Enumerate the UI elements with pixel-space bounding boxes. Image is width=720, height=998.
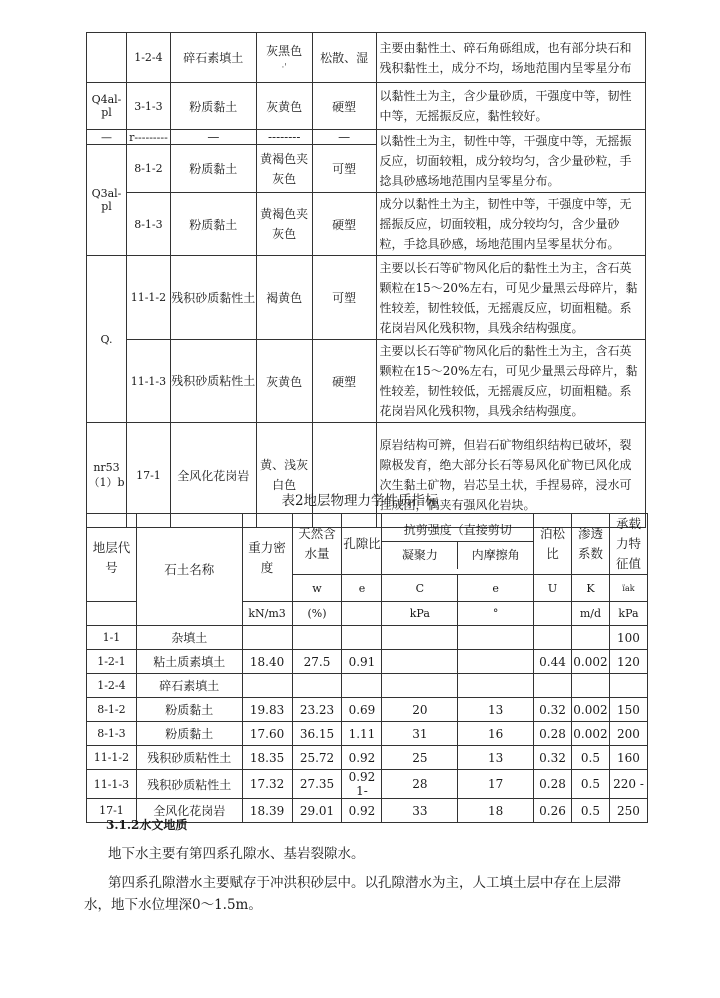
cell-name: 粘土质素填土 — [136, 650, 242, 674]
cell-c — [382, 650, 458, 674]
cell-c: 33 — [382, 799, 458, 823]
color-cell: 灰黄色 — [256, 340, 312, 423]
cell-c — [382, 626, 458, 650]
cell-density: 19.83 — [242, 698, 292, 722]
sym-k: K — [571, 575, 609, 602]
cell-e — [342, 626, 382, 650]
cell-c: 28 — [382, 770, 458, 799]
cell-e: 0.92 1- — [342, 770, 382, 799]
cell-u — [534, 626, 572, 650]
color-text: 灰黑色 — [266, 44, 303, 58]
table-caption: 表2地层物理力学性质指标 — [281, 493, 439, 509]
header-bearing: 承载力特征值 — [609, 514, 647, 575]
soil-name-cell: 粉质黏土 — [170, 145, 256, 193]
cell-u: 0.32 — [534, 746, 572, 770]
color-cell: 黄、浅灰白色 — [256, 423, 312, 528]
color-cell: 黄褐色夹灰色 — [256, 193, 312, 256]
state-cell: 可塑 — [312, 145, 376, 193]
description-cell: 以黏性土为主，韧性中等，干强度中等，无摇振反应，切面较粗，成分较均匀，含少量砂粒，手捻具砂感场地范围内呈零星分布。 — [376, 130, 645, 193]
state-cell: 硬塑 — [312, 83, 376, 130]
layer-code-cell: 11-1-3 — [126, 340, 170, 423]
cell-c: 20 — [382, 698, 458, 722]
soil-name-cell: 残积砂质粘性土 — [170, 340, 256, 423]
cell-e: 0.91 — [342, 650, 382, 674]
cell-e: 0.92 — [342, 746, 382, 770]
state-cell: 硬塑 — [312, 340, 376, 423]
cell-fak: 150 — [609, 698, 647, 722]
state-cell: 松散、湿 — [312, 33, 376, 83]
header-perm: 渗透系数 — [571, 514, 609, 575]
cell-name: 全风化花岗岩 — [136, 799, 242, 823]
cell-density: 17.32 — [242, 770, 292, 799]
soil-name-cell: 全风化花岗岩 — [170, 423, 256, 528]
unit-c: kPa — [382, 602, 458, 626]
color-cell: 黄褐色夹灰色 — [256, 145, 312, 193]
color-cell: 褐黄色 — [256, 256, 312, 340]
header-density: 重力密度 — [242, 514, 292, 602]
table-row — [87, 193, 646, 256]
sym-e: e — [342, 575, 382, 602]
state-cell: — — [312, 130, 376, 145]
layer-code-cell: 17-1 — [126, 423, 170, 528]
cell-u: 0.32 — [534, 698, 572, 722]
cell-c: 25 — [382, 746, 458, 770]
cell-density: 18.35 — [242, 746, 292, 770]
cell-k: 0.5 — [571, 746, 609, 770]
cell-k: 0.002 — [571, 698, 609, 722]
cell-w — [292, 626, 342, 650]
soil-name-cell: 碎石素填土 — [170, 33, 256, 83]
unit-water: (%) — [292, 602, 342, 626]
cell-code: 17-1 — [87, 799, 137, 823]
cell-u: 0.44 — [534, 650, 572, 674]
unit-fak: kPa — [609, 602, 647, 626]
cell-density: 18.39 — [242, 799, 292, 823]
description-cell: 以黏性土为主，含少量砂质，干强度中等，韧性中等，无摇振反应，黏性较好。 — [376, 83, 645, 130]
soil-name-cell: 粉质黏土 — [170, 193, 256, 256]
layer-code-cell: 3-1-3 — [126, 83, 170, 130]
cell-name: 粉质黏土 — [136, 698, 242, 722]
color-cell: -------- — [256, 130, 312, 145]
cell-u — [534, 674, 572, 698]
header-water: 天然含水量 — [292, 514, 342, 575]
cell-fak — [609, 674, 647, 698]
sym-phi: e — [458, 575, 534, 602]
table-row — [87, 722, 648, 746]
cell-u: 0.26 — [534, 799, 572, 823]
cell-k — [571, 674, 609, 698]
cell-c: 31 — [382, 722, 458, 746]
soil-name-cell: 残积砂质黏性土 — [170, 256, 256, 340]
sym-c: C — [382, 575, 458, 602]
table-row — [87, 746, 648, 770]
cell-code: 8-1-2 — [87, 698, 137, 722]
cell-u: 0.28 — [534, 770, 572, 799]
table-row — [87, 674, 648, 698]
cell-phi — [458, 650, 534, 674]
paragraph-2: 第四系孔隙潜水主要赋存于冲洪积砂层中。以孔隙潜水为主，人工填土层中存在上层滞水，地下水位埋深0～1.5m。 — [84, 875, 621, 913]
cell-w: 29.01 — [292, 799, 342, 823]
layer-code-cell: 8-1-3 — [126, 193, 170, 256]
cell-k: 0.5 — [571, 770, 609, 799]
cell-k — [571, 626, 609, 650]
cell-name: 杂填土 — [136, 626, 242, 650]
geo-age-cell — [87, 33, 127, 83]
cell-density: 18.40 — [242, 650, 292, 674]
unit-phi: ° — [458, 602, 534, 626]
cell-w: 36.15 — [292, 722, 342, 746]
cell-phi: 18 — [458, 799, 534, 823]
cell-fak: 120 — [609, 650, 647, 674]
cell-c — [382, 674, 458, 698]
properties-body — [87, 626, 648, 823]
header-code: 地层代号 — [87, 514, 137, 602]
cell-name: 残积砂质粘性土 — [136, 746, 242, 770]
color-cell — [256, 33, 312, 83]
cell-w: 25.72 — [292, 746, 342, 770]
cell-fak: 160 — [609, 746, 647, 770]
cell-fak: 250 — [609, 799, 647, 823]
cell-fak: 220 - — [609, 770, 647, 799]
cell-code: 8-1-3 — [87, 722, 137, 746]
unit-u-blank — [534, 602, 572, 626]
layer-code-cell: 8-1-2 — [126, 145, 170, 193]
table-row — [87, 33, 646, 83]
description-cell: 主要以长石等矿物风化后的黏性土为主，含石英颗粒在15～20%左右，可见少量黑云母碎片，黏性较差，韧性较低，无摇震反应，切面粗糙。系花岗岩风化残积物，具残余结构强度。 — [376, 340, 645, 423]
header-void: 孔隙比 — [342, 514, 382, 575]
cell-density — [242, 626, 292, 650]
unit-void-blank — [342, 602, 382, 626]
cell-density: 17.60 — [242, 722, 292, 746]
unit-density: kN/m3 — [242, 602, 292, 626]
header-shear-sub — [382, 542, 533, 569]
cell-name: 残积砂质粘性土 — [136, 770, 242, 799]
layer-code-cell: 1-2-4 — [126, 33, 170, 83]
cell-e — [342, 674, 382, 698]
cell-e: 1.11 — [342, 722, 382, 746]
description-cell: 主要以长石等矿物风化后的黏性土为主，含石英颗粒在15～20%左右，可见少量黑云母碎片，黏性较差，韧性较低，无摇震反应，切面粗糙。系花岗岩风化残积物，具残余结构强度。 — [376, 256, 645, 340]
layer-code-cell: r--------- — [126, 130, 170, 145]
cell-phi: 17 — [458, 770, 534, 799]
cell-w: 23.23 — [292, 698, 342, 722]
stratum-description-table — [86, 32, 646, 528]
unit-k: m/d — [571, 602, 609, 626]
geo-age-cell: nr53（1）b — [87, 423, 127, 528]
cell-w: 27.35 — [292, 770, 342, 799]
cell-k: 0.5 — [571, 799, 609, 823]
sym-u: U — [534, 575, 572, 602]
properties-table — [86, 513, 648, 823]
cell-e: 0.92 — [342, 799, 382, 823]
cell-code: 1-2-4 — [87, 674, 137, 698]
header-cohesion: 凝聚力 — [382, 542, 458, 569]
cell-w — [292, 674, 342, 698]
cell-phi — [458, 674, 534, 698]
cell-phi: 13 — [458, 698, 534, 722]
geo-age-cell: Q. — [87, 256, 127, 423]
cell-name: 粉质黏土 — [136, 722, 242, 746]
unit-code-blank — [87, 602, 137, 626]
cell-code: 1-1 — [87, 626, 137, 650]
cell-density — [242, 674, 292, 698]
table-row — [87, 770, 648, 799]
cell-e: 0.69 — [342, 698, 382, 722]
cell-phi — [458, 626, 534, 650]
cell-code: 11-1-2 — [87, 746, 137, 770]
header-poisson: 泊松比 — [534, 514, 572, 575]
layer-code-cell: 11-1-2 — [126, 256, 170, 340]
header-shear: 抗剪强度（直接剪切 — [382, 519, 533, 542]
sym-w: w — [292, 575, 342, 602]
cell-w: 27.5 — [292, 650, 342, 674]
description-cell: 主要由黏性土、碎石角砾组成，也有部分块石和残积黏性土，成分不均，场地范围内呈零星分布 — [376, 33, 645, 83]
cell-k: 0.002 — [571, 722, 609, 746]
table-row — [87, 83, 646, 130]
header-friction: 内摩擦角 — [471, 548, 520, 562]
geo-age-cell: Q4al-pl — [87, 83, 127, 130]
cell-u: 0.28 — [534, 722, 572, 746]
soil-name-cell: 粉质黏土 — [170, 83, 256, 130]
description-cell: 成分以黏性土为主，韧性中等，干强度中等，无摇振反应，切面较粗，成分较均匀，含少量砂粒，手捻具砂感，场地范围内呈零星状分布。 — [376, 193, 645, 256]
cell-phi: 13 — [458, 746, 534, 770]
geo-age-cell: Q3al-pl — [87, 145, 127, 256]
header-name: 石土名称 — [136, 514, 242, 626]
sym-fak: ïak — [609, 575, 647, 602]
cell-code: 11-1-3 — [87, 770, 137, 799]
table-row — [87, 698, 648, 722]
cell-fak: 200 — [609, 722, 647, 746]
table-row — [87, 423, 646, 528]
color-mark: ·' — [281, 63, 287, 73]
cell-phi: 16 — [458, 722, 534, 746]
header-row — [87, 514, 648, 575]
state-cell — [312, 423, 376, 528]
header-shear-group — [382, 514, 534, 575]
paragraph-1: 地下水主要有第四系孔隙水、基岩裂隙水。 — [108, 846, 365, 862]
cell-code: 1-2-1 — [87, 650, 137, 674]
table-row — [87, 256, 646, 340]
table-row — [87, 650, 648, 674]
color-cell: 灰黄色 — [256, 83, 312, 130]
description-cell: 原岩结构可辨，但岩石矿物组织结构已破坏，裂隙极发育，绝大部分长石等易风化矿物已风化成次生黏土矿物，岩芯呈土状，手捏易碎，浸水可捏成团，偶夹有强风化岩块。 — [376, 423, 645, 528]
cell-fak: 100 — [609, 626, 647, 650]
cell-k: 0.002 — [571, 650, 609, 674]
section-heading: 3.1.2水文地质 — [106, 818, 188, 832]
table-row — [87, 626, 648, 650]
table-row — [87, 340, 646, 423]
table-row — [87, 130, 646, 145]
state-cell: 硬塑 — [312, 193, 376, 256]
cell-name: 碎石素填土 — [136, 674, 242, 698]
soil-name-cell: — — [170, 130, 256, 145]
state-cell: 可塑 — [312, 256, 376, 340]
geo-age-cell: — — [87, 130, 127, 145]
